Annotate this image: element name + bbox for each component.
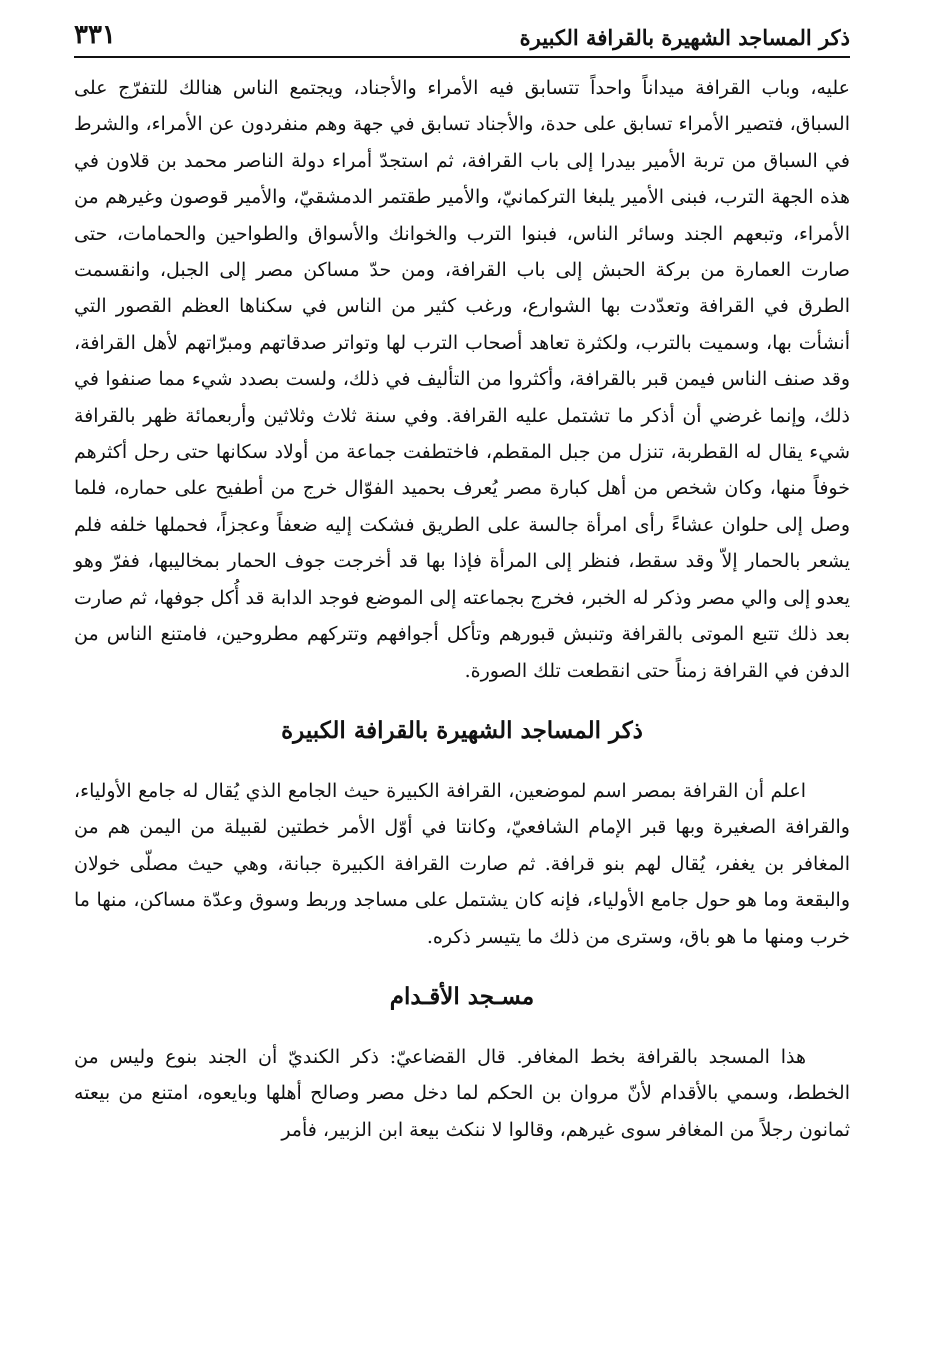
page-body xyxy=(74,70,850,1148)
running-title: ذكر المساجد الشهيرة بالقرافة الكبيرة xyxy=(519,25,850,50)
paragraph-qarafa-history: عليه، وباب القرافة ميداناً واحداً تتسابق فيه الأمراء والأجناد، ويجتمع الناس هنالك للتفرّج على السباق، فتصير الأمراء تسابق على حدة، والأجناد تسابق في جهة وهم منفردون عن الأمراء، والشرط في السباق من تربة الأمير بيدرا إلى باب القرافة، ثم استجدّ أمراء دولة الناصر محمد بن قلاون في هذه الجهة الترب، فبنى الأمير يلبغا التركمانيّ، والأمير طقتمر الدمشقيّ، والأمير قوصون وغيرهم من الأمراء، وتبعهم الجند وسائر الناس، فبنوا الترب والخوانك والأسواق والطواحين والحمامات، حتى صارت العمارة من بركة الحبش إلى باب القرافة، ومن حدّ مساكن مصر إلى الجبل، وانقسمت الطرق في القرافة وتعدّدت بها الشوارع، ورغب كثير من الناس في سكناها العظم القصور التي أنشأت بها، وسميت بالترب، ولكثرة تعاهد أصحاب الترب لها وتواتر صدقاتهم ومبرّاتهم لأهل القرافة، وقد صنف الناس فيمن قبر بالقرافة، وأكثروا من التأليف في ذلك، ولست بصدد شيء مما صنفوا في ذلك، وإنما غرضي أن أذكر ما تشتمل عليه القرافة. وفي سنة ثلاث وثلاثين وأربعمائة ظهر بالقرافة شيء يقال له القطربة، تنزل من جبل المقطم، فاختطفت جماعة من أولاد سكانها حتى رحل أكثرهم خوفاً منها، وكان شخص من أهل كبارة مصر يُعرف بحميد الفوّال خرج من أطفيح على حماره، فلما وصل إلى حلوان عشاءً رأى امرأة جالسة على الطريق فشكت إليه ضعفاً وعجزاً، فحملها خلفه فلم يشعر بالحمار إلاّ وقد سقط، فنظر إلى المرأة فإذا بها قد أخرجت جوف الحمار بمخاليبها، ففرّ وهو يعدو إلى والي مصر وذكر له الخبر، فخرج بجماعته إلى الموضع فوجد الدابة قد أُكل جوفها، ثم صارت بعد ذلك تتبع الموتى بالقرافة وتنبش قبورهم وتأكل أجوافهم وتتركهم مطروحين، فامتنع الناس من الدفن في القرافة زمناً حتى انقطعت تلك الصورة. xyxy=(74,77,850,682)
book-page xyxy=(74,12,850,1342)
paragraph-masjid-al-aqdam: هذا المسجد بالقرافة بخط المغافر. قال القضاعيّ: ذكر الكنديّ أن الجند بنوع وليس من الخطط، وسمي بالأقدام لأنّ مروان بن الحكم لما دخل مصر وصالح أهلها وبايعوه، امتنع من بيعته ثمانون رجلاً من المغافر سوى غيرهم، وقالوا لا ننكث بيعة ابن الزبير، فأمر xyxy=(74,1045,850,1141)
page-number: ٣٣١ xyxy=(74,20,116,50)
running-header xyxy=(74,12,850,58)
paragraph-qarafa-definition: اعلم أن القرافة بمصر اسم لموضعين، القرافة الكبيرة حيث الجامع الذي يُقال له جامع الأولياء، والقرافة الصغيرة وبها قبر الإمام الشافعيّ، وكانتا في أوّل الأمر خطتين لقبيلة من اليمن هم من المغافر بن يغفر، يُقال لهم بنو قرافة. ثم صارت القرافة الكبيرة جبانة، وهي حيث مصلّى خولان والبقعة وما هو حول جامع الأولياء، فإنه كان يشتمل على مساجد وربط وسوق وعدّة مساكن، منها ما خرب ومنها ما هو باق، وسترى من ذلك ما يتيسر ذكره. xyxy=(74,779,850,948)
section-heading-famous-mosques: ذكر المساجد الشهيرة بالقرافة الكبيرة xyxy=(281,716,643,744)
section-heading-masjid-al-aqdam: مسـجد الأقـدام xyxy=(389,982,535,1010)
